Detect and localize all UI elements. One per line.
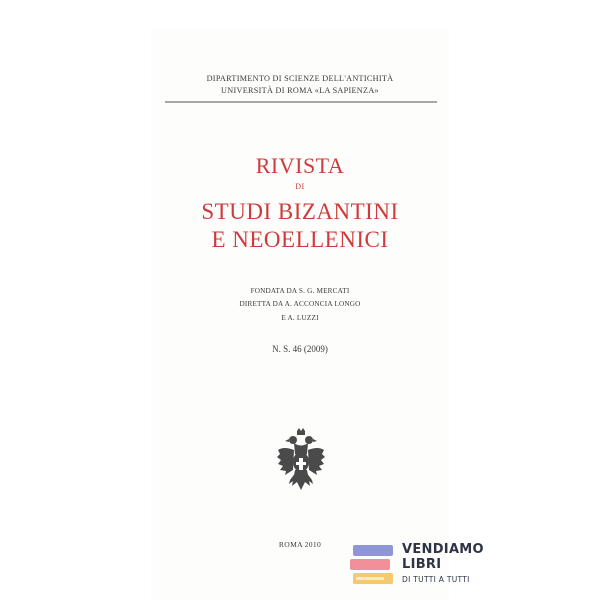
place-and-year: ROMA 2010 (278, 540, 322, 549)
vendiamo-libri-badge (350, 540, 484, 590)
book-cover (151, 28, 449, 600)
issue-number: N. S. 46 (2009) (272, 344, 328, 354)
badge-tagline: DI TUTTI A TUTTI (402, 575, 470, 584)
badge-line-libri: LIBRI (402, 557, 442, 572)
department-name: DIPARTIMENTO DI SCIENZE DELL'ANTICHITÀ (206, 74, 394, 83)
book-stack-icon (350, 542, 396, 588)
badge-line-vendiamo: VENDIAMO (402, 542, 484, 557)
title-di: DI (295, 182, 305, 191)
title-neoellenici: E NEOELLENICI (211, 227, 389, 252)
title-studi-bizantini: STUDI BIZANTINI (201, 199, 399, 224)
university-name: UNIVERSITÀ DI ROMA «LA SAPIENZA» (221, 86, 379, 95)
co-director-credit: E A. LUZZI (281, 314, 319, 322)
header-divider (165, 101, 437, 103)
title-rivista: RIVISTA (255, 153, 345, 178)
director-credit: DIRETTA DA A. ACCONCIA LONGO (239, 300, 361, 308)
double-headed-eagle-icon (276, 428, 326, 496)
founder-credit: FONDATA DA S. G. MERCATI (250, 287, 350, 295)
